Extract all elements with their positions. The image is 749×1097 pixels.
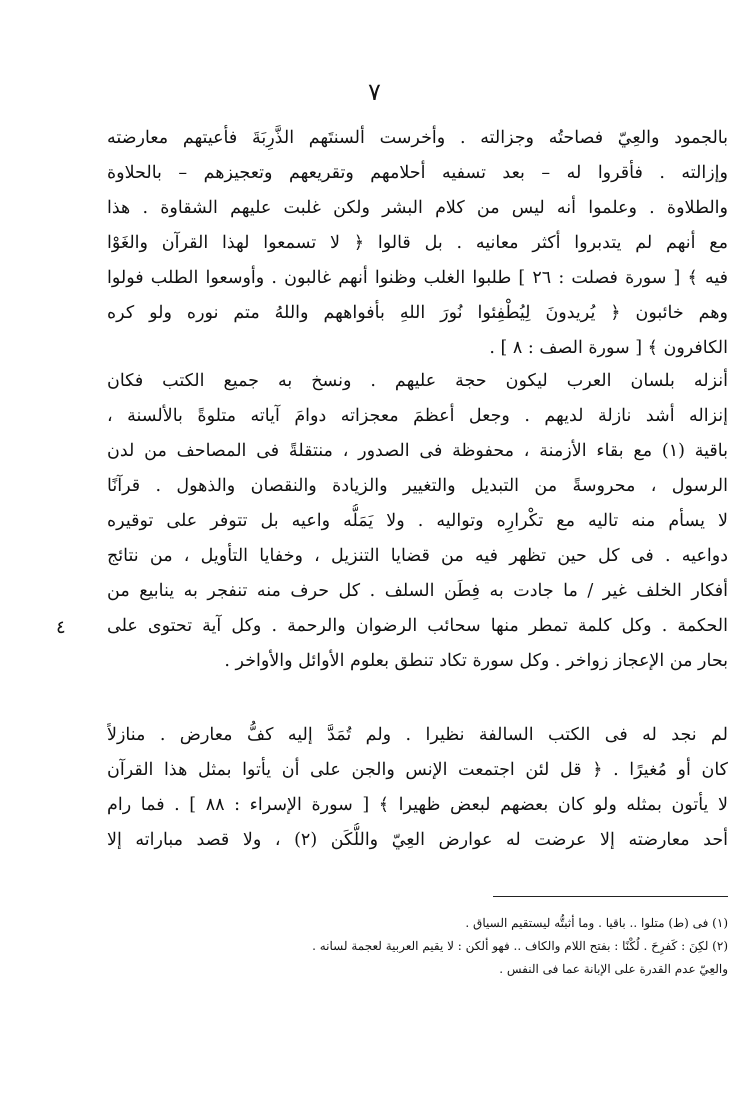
text-line: لا يأتون بمثله ولو كان بعضهم لبعض ظهيرا ﴾ [ سورة الإسراء : ٨٨ ] . فما رام <box>107 795 728 815</box>
text-line: الحكمة . وكل كلمة تمطر منها سحائب الرضوان والرحمة . وكل آية تحتوى على <box>107 616 728 636</box>
paragraph-1 <box>107 121 728 366</box>
page-number: ٧ <box>368 78 381 106</box>
footnote-line: (٢) لكِنَ : كَفرِحَ . لُكْنًا : بفتح اللام والكاف .. فهو ألكن : لا يقيم العربية لعجمة لسانه . <box>312 939 728 953</box>
text-line: لا يسأم منه تاليه مع تكْرارِه وتواليه . ولا يَمَلُّه واعيه بل تتوفر على توقيره <box>107 511 728 531</box>
footnote-line: والعِيّ عدم القدرة على الإبانة عما فى النفس . <box>499 962 728 976</box>
text-line: بالجمود والعِيّ فصاحتُه وجزالته . وأخرست ألسنتَهم الذَّرِبَةَ فأعيتهم معارضته <box>107 128 728 148</box>
text-line: باقية (١) مع بقاء الأزمنة ، محفوظة فى الصدور ، منتقلةً فى المصاحف من لدن <box>107 441 728 461</box>
text-line: أحد معارضته إلا عرضت له عوارض العِيّ واللُّكَن (٢) ، ولا قصد مباراته إلا <box>107 830 728 850</box>
footnote-divider <box>493 896 728 897</box>
text-line: وإزالته . فأقروا له – بعد تسفيه أحلامهم وتقريعهم وتعجيزهم – بالحلاوة <box>107 163 728 183</box>
paragraph-2 <box>107 364 728 679</box>
text-line: مع أنهم لم يتدبروا أكثر معانيه . بل قالوا ﴿ لا تسمعوا لهذا القرآن والغَوْا <box>107 233 728 253</box>
paragraph-3 <box>107 718 728 858</box>
text-line: وهم خائبون ﴿ يُريدونَ لِيُطْفِئوا نُورَ اللهِ بأفواههم واللهُ متم نوره ولو كره <box>107 303 728 323</box>
text-line: دواعيه . فى كل حين تظهر فيه من قضايا التنزيل ، وخفايا التأويل ، من نتائج <box>107 546 728 566</box>
text-line: كان أو مُغيرًا . ﴿ قل لئن اجتمعت الإنس والجن على أن يأتوا بمثل هذا القرآن <box>107 760 728 780</box>
text-line: الكافرون ﴾ [ سورة الصف : ٨ ] . <box>489 338 728 358</box>
text-line: إنزاله أشد نازلة لديهم . وجعل أعظمَ معجزاته دوامَ آياته متلوةً بالألسنة ، <box>107 406 728 426</box>
text-line: أنزله بلسان العرب ليكون حجة عليهم . ونسخ به جميع الكتب فكان <box>107 371 728 391</box>
text-line: لم نجد له فى الكتب السالفة نظيرا . ولم تُمَدَّ إليه كفُّ معارض . منازلاً <box>107 725 728 745</box>
footnotes <box>107 912 728 981</box>
footnote-line: (١) فى (ط) متلوا .. باقيا . وما أثبتُّه ليستقيم السياق . <box>465 916 728 930</box>
margin-page-reference: ٤ <box>56 617 66 638</box>
text-line: فيه ﴾ [ سورة فصلت : ٢٦ ] طلبوا الغلب وظنوا أنهم غالبون . وأوسعوا الطلب فولوا <box>107 268 728 288</box>
text-line: الرسول ، محروسةً من التبديل والتغيير والزيادة والنقصان والذهول . قرآنًا <box>107 476 728 496</box>
text-line: بحار من الإعجاز زواخر . وكل سورة تكاد تنطق بعلوم الأوائل والأواخر . <box>224 651 728 671</box>
text-line: والطلاوة . وعلموا أنه ليس من كلام البشر ولكن غلبت عليهم الشقاوة . هذا <box>107 198 728 218</box>
text-line: أفكار الخلف غير / ما جادت به فِطَن السلف . كل حرف منه تنفجر به ينابيع من <box>107 581 728 601</box>
